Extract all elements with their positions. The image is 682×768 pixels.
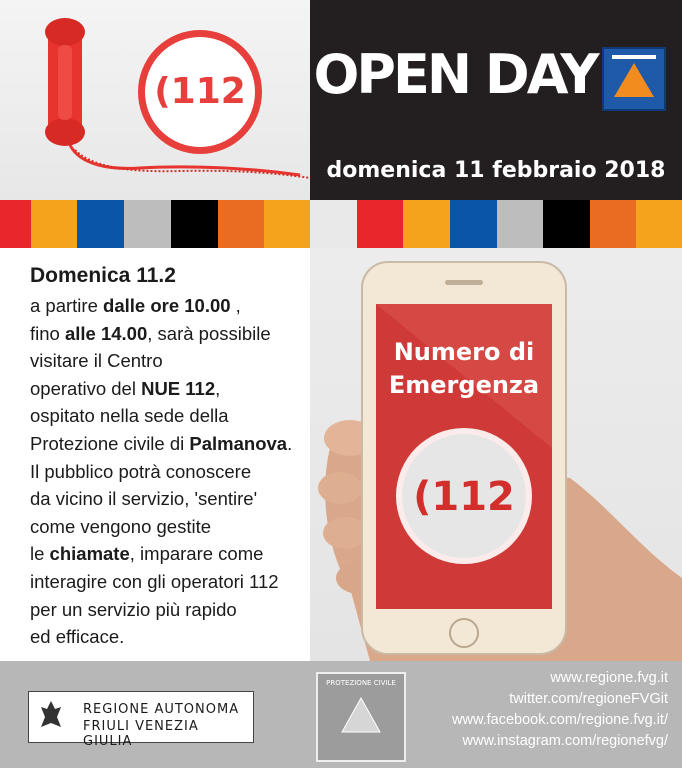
region-name-line1: REGIONE AUTONOMA [83,702,240,717]
text-line [30,292,300,320]
color-strip-red [0,200,31,248]
page-title: OPEN DAY [313,43,597,106]
color-strip-dark-orange [590,200,636,248]
color-strip-orange [636,200,682,248]
event-description [30,262,300,651]
text-bold: Palmanova [189,432,288,454]
text-span: , [230,295,241,316]
text-span: le [30,543,50,565]
color-strip-black [543,200,590,248]
link-instagram[interactable]: www.instagram.com/regionefvg/ [462,733,668,749]
text-line: ospitato nella sede della [30,405,229,427]
color-strip-dark-orange [218,200,264,248]
color-strip-gray [124,200,171,248]
text-line [30,430,300,458]
color-strip-gray [497,200,543,248]
color-strip-orange [264,200,310,248]
event-date: domenica 11 febbraio 2018 [326,158,666,183]
color-strip-red [357,200,403,248]
eagle-icon [39,697,63,737]
text-bold: NUE 112 [141,377,216,399]
social-links [452,668,668,752]
phone-title-line2: Emergenza [388,371,540,399]
text-line: visitare il Centro [30,350,163,372]
text-line: come vengono gestite [30,515,212,537]
text-span: , [215,377,221,399]
telephone-photo [0,0,310,200]
protezione-civile-logo [602,47,666,111]
pc-footer-label: PROTEZIONE CIVILE [326,679,396,687]
color-strip-orange [403,200,450,248]
text-line: da vicino il servizio, 'sentire' [30,488,258,510]
color-strip-blue [77,200,124,248]
text-span: Protezione civile di [30,432,190,454]
color-strip-blue [450,200,497,248]
color-strip-light [310,200,357,248]
color-strip-orange [31,200,77,248]
phone-photo [310,248,682,661]
text-line: ed efficace. [30,626,125,648]
region-name-line2: FRIULI VENEZIA GIULIA [83,719,199,749]
text-line [30,540,300,568]
phone-title-line1: Numero di [393,338,535,366]
triangle-icon [604,49,664,109]
protezione-civile-footer-logo [316,672,406,762]
description-title: Domenica 11.2 [30,264,176,287]
text-span: a partire [30,295,104,316]
text-span: , imparare come [129,543,264,565]
link-website[interactable]: www.regione.fvg.it [550,670,668,686]
text-span: . [287,432,293,454]
link-twitter[interactable]: twitter.com/regioneFVGit [509,691,668,707]
region-fvg-logo [28,691,254,749]
text-bold: alle 14.00 [64,322,148,344]
text-line: Il pubblico potrà conoscere [30,460,252,482]
text-line [30,375,300,403]
color-strip-black [171,200,218,248]
text-line: interagire con gli operatori 112 [30,570,279,592]
phone-112-logo: (112 [413,474,515,520]
logo-112-text: (112 [154,71,246,112]
text-span: fino [30,322,65,344]
text-line [30,320,300,348]
text-line: per un servizio più rapido [30,598,237,620]
smartphone-illustration [310,248,682,661]
text-bold: dalle ore 10.00 [103,295,231,316]
text-span: operativo del [30,377,142,399]
text-span: , sarà possibile [147,322,271,344]
nue-112-logo [138,30,262,154]
text-bold: chiamate [49,543,130,565]
link-facebook[interactable]: www.facebook.com/regione.fvg.it/ [452,712,668,728]
